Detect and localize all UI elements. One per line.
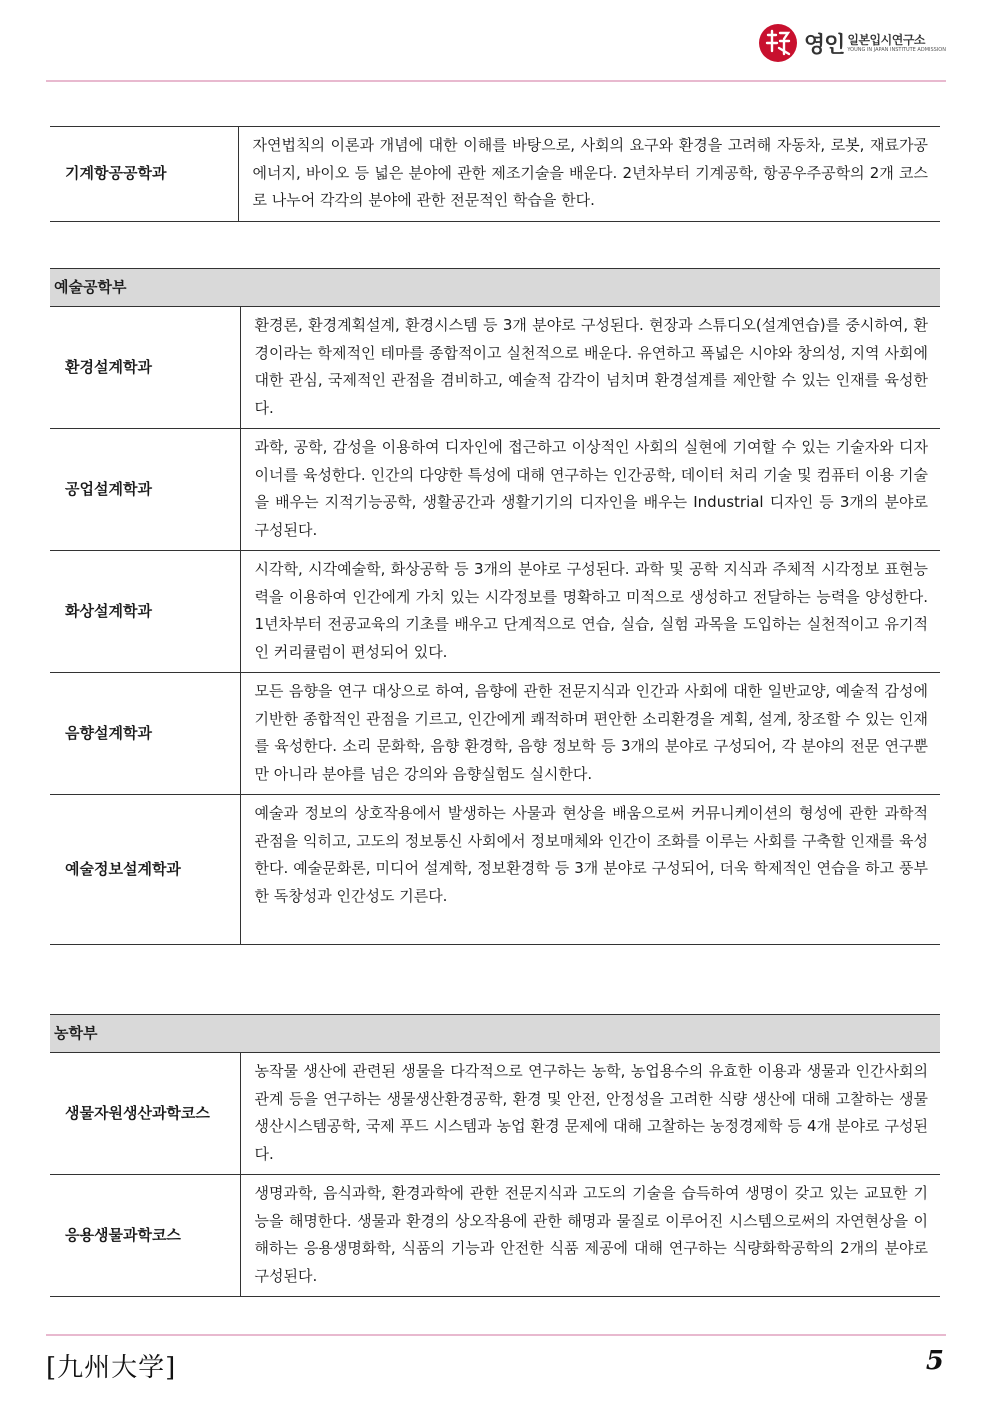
department-name: 화상설계학과 [50, 551, 240, 673]
department-description: 자연법칙의 이론과 개념에 대한 이해를 바탕으로, 사회의 요구와 환경을 고려해 자동차, 로봇, 재료가공 에너지, 바이오 등 넓은 분야에 관한 제조기술을 배운다. 2년차부터 기계공학, 항공우주공학의 2개 코스로 나누어 각각의 분야에 관한 전문적인 학습을 한다. [252, 136, 928, 209]
header-divider [46, 80, 946, 82]
department-table-agriculture [50, 1014, 940, 1297]
logo-sub-text: 일본입시연구소 [847, 32, 926, 47]
table-row [50, 127, 940, 222]
logo-brand-text: 영인 [803, 32, 845, 58]
logo-emblem-icon [756, 21, 800, 65]
department-name: 기계항공공학과 [50, 127, 238, 222]
department-name: 공업설계학과 [50, 429, 240, 551]
department-description: 모든 음향을 연구 대상으로 하여, 음향에 관한 전문지식과 인간과 사회에 대한 일반교양, 예술적 감성에 기반한 종합적인 관점을 기르고, 인간에게 쾌적하며 편안한 소리환경을 계획, 설계, 창조할 수 있는 인재를 육성한다. 소리 문화학, 음향 환경학, 음향 정보학 등 3개의 분야로 구성되어, 각 분야의 전문 연구뿐만 아니라 분야를 넘은 강의와 음향실험도 실시한다. [254, 682, 928, 783]
department-description: 예술과 정보의 상호작용에서 발생하는 사물과 현상을 배움으로써 커뮤니케이션의 형성에 관한 과학적 관점을 익히고, 고도의 정보통신 사회에서 정보매체와 인간이 조화를 이루는 사회를 구축할 인재를 육성한다. 예술문화론, 미디어 설계학, 정보환경학 등 3개 분야로 구성되어, 더욱 학제적인 연습을 하고 풍부한 독창성과 인간성도 기른다. [254, 804, 928, 905]
table-row [50, 429, 940, 551]
department-description: 생명과학, 음식과학, 환경과학에 관한 전문지식과 고도의 기술을 습득하여 생명이 갖고 있는 교묘한 기능을 해명한다. 생물과 환경의 상오작용에 관한 해명과 물질로 이루어진 시스템으로써의 자연현상을 이해하는 응용생명화학, 식품의 기능과 안전한 식품 제공에 대해 연구하는 식량화학공학의 2개의 분야로 구성된다. [254, 1184, 928, 1285]
department-name: 생물자원생산과학코스 [50, 1053, 240, 1175]
footer-university-name: [九州大学] [46, 1353, 177, 1383]
institute-logo [756, 20, 946, 66]
table-row [50, 1053, 940, 1175]
table-row [50, 795, 940, 945]
section-header-row [50, 1015, 940, 1053]
department-description: 농작물 생산에 관련된 생물을 다각적으로 연구하는 농학, 농업용수의 유효한 이용과 생물과 인간사회의 관계 등을 연구하는 생물생산환경공학, 환경 및 안전, 안정성을 고려한 식량 생산에 대해 고찰하는 생물생산시스템공학, 국제 푸드 시스템과 농업 환경 문제에 대해 고찰하는 농정경제학 등 4개 분야로 구성된다. [254, 1062, 928, 1163]
department-table-engineering [50, 126, 940, 222]
department-name: 응용생물과학코스 [50, 1175, 240, 1297]
table-row [50, 1175, 940, 1297]
department-name: 환경설계학과 [50, 307, 240, 429]
department-name: 예술정보설계학과 [50, 795, 240, 945]
section-title: 농학부 [50, 1015, 940, 1053]
department-description: 시각학, 시각예술학, 화상공학 등 3개의 분야로 구성된다. 과학 및 공학 지식과 주체적 시각정보 표현능력을 이용하여 인간에게 가치 있는 시각정보를 명확하고 미적으로 생성하고 전달하는 능력을 양성한다. 1년차부터 전공교육의 기초를 배우고 단계적으로 연습, 실습, 실험 과목을 도입하는 실천적이고 유기적인 커리큘럼이 편성되어 있다. [254, 560, 928, 661]
page-number: 5 [925, 1346, 944, 1376]
logo-english-text: YOUNG IN JAPAN INSTITUTE ADMISSION [847, 46, 946, 53]
table-row [50, 307, 940, 429]
section-title: 예술공학부 [50, 269, 940, 307]
footer-divider [46, 1334, 946, 1336]
table-row [50, 551, 940, 673]
department-description: 환경론, 환경계획설계, 환경시스템 등 3개 분야로 구성된다. 현장과 스튜디오(설계연습)를 중시하여, 환경이라는 학제적인 테마를 종합적이고 실천적으로 배운다. 유연하고 폭넓은 시야와 창의성, 지역 사회에 대한 관심, 국제적인 관점을 겸비하고, 예술적 감각이 넘치며 환경설계를 제안할 수 있는 인재를 육성한다. [254, 316, 928, 417]
department-table-design [50, 268, 940, 945]
department-name: 음향설계학과 [50, 673, 240, 795]
department-description: 과학, 공학, 감성을 이용하여 디자인에 접근하고 이상적인 사회의 실현에 기여할 수 있는 기술자와 디자이너를 육성한다. 인간의 다양한 특성에 대해 연구하는 인간공학, 데이터 처리 기술 및 컴퓨터 이용 기술을 배우는 지적기능공학, 생활공간과 생활기기의 디자인을 배우는 Industrial 디자인 등 3개의 분야로 구성된다. [254, 438, 928, 539]
section-header-row [50, 269, 940, 307]
table-row [50, 673, 940, 795]
